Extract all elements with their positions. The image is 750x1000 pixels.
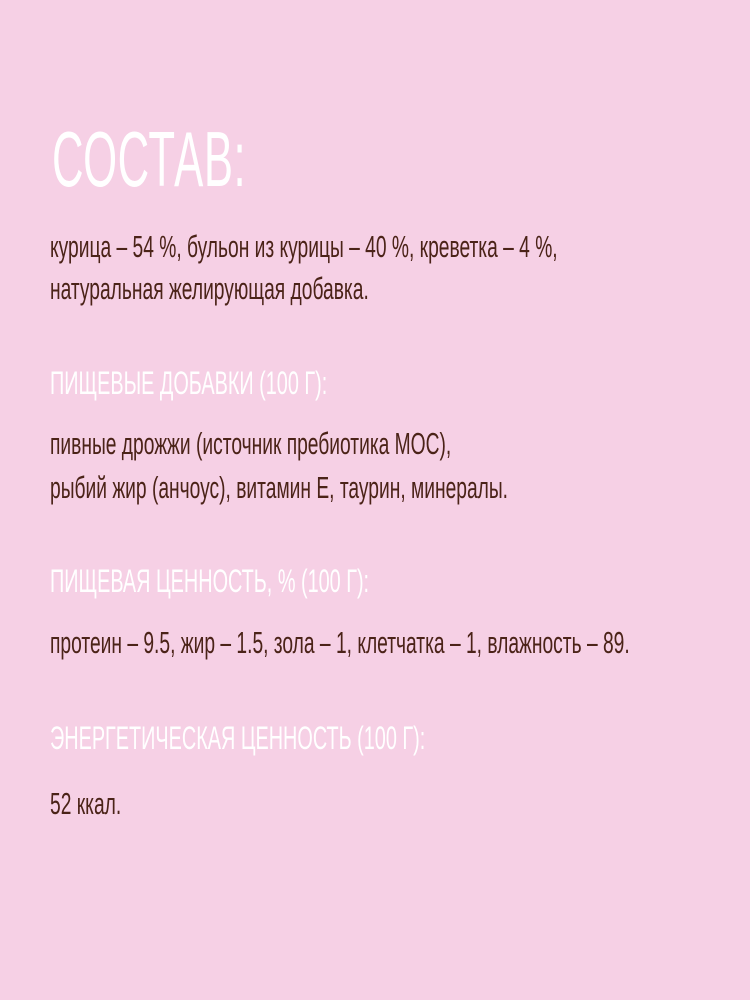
- additives-line-1: пивные дрожжи (источник пребиотика МОС),: [50, 426, 452, 461]
- nutrition-title: ПИЩЕВАЯ ЦЕННОСТЬ, % (100 Г):: [50, 563, 370, 599]
- additives-title: ПИЩЕВЫЕ ДОБАВКИ (100 Г):: [50, 365, 328, 401]
- nutrition-line-1: протеин – 9.5, жир – 1.5, зола – 1, клетчатка – 1, влажность – 89.: [50, 625, 630, 660]
- energy-line-1: 52 ккал.: [50, 786, 122, 821]
- energy-title: ЭНЕРГЕТИЧЕСКАЯ ЦЕННОСТЬ (100 Г):: [50, 720, 426, 756]
- composition-title: СОСТАВ:: [52, 115, 247, 203]
- composition-line-2: натуральная желирующая добавка.: [50, 271, 369, 306]
- composition-line-1: курица – 54 %, бульон из курицы – 40 %, креветка – 4 %,: [50, 229, 558, 264]
- additives-line-2: рыбий жир (анчоус), витамин Е, таурин, минералы.: [50, 470, 509, 505]
